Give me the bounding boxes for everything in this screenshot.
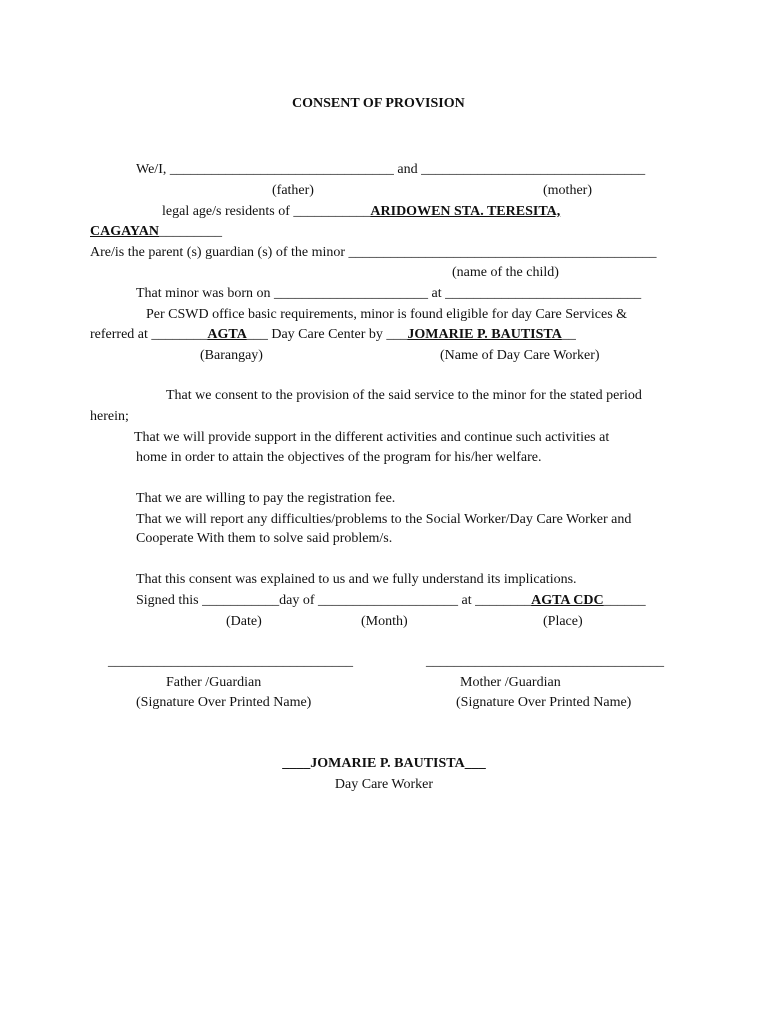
place-caption: (Place) (543, 614, 583, 629)
child-name-caption: (name of the child) (452, 265, 559, 280)
day-care-worker-role: Day Care Worker (334, 777, 434, 792)
referred-line (90, 326, 576, 344)
date-caption: (Date) (226, 614, 262, 629)
residence-place-trail: _________ (158, 224, 222, 239)
parents-names-line: We/I, ________________________________ and ________________________________ (136, 162, 646, 177)
residence-place: ARIDOWEN STA. TERESITA, (370, 204, 561, 219)
barangay-value: AGTA (207, 327, 247, 342)
referred-prefix: referred at ________ (90, 327, 208, 342)
cswd-line: Per CSWD office basic requirements, minor is found eligible for day Care Services & (146, 307, 628, 322)
born-line: That minor was born on ______________________ at ____________________________ (136, 286, 642, 301)
parent-of-minor-line: Are/is the parent (s) guardian (s) of the minor ____________________________________________ (90, 245, 657, 260)
month-caption: (Month) (361, 614, 408, 629)
mother-caption: (mother) (543, 183, 592, 198)
day-care-worker-name: ____JOMARIE P. BAUTISTA___ (282, 756, 486, 771)
support-paragraph-line-2: home in order to attain the objectives of the program for his/her welfare. (136, 450, 542, 465)
mother-guardian-label: Mother /Guardian (460, 675, 561, 690)
father-signature-line: ___________________________________ (108, 654, 353, 669)
fee-paragraph: That we are willing to pay the registration fee. (136, 491, 396, 506)
consent-paragraph-line-2: herein; (90, 409, 129, 424)
signed-prefix: Signed this ___________day of ____________________ at ________ (136, 593, 532, 608)
worker-caption: (Name of Day Care Worker) (440, 348, 600, 363)
father-caption: (father) (272, 183, 314, 198)
day-care-worker-value: JOMARIE P. BAUTISTA (407, 327, 562, 342)
father-signature-caption: (Signature Over Printed Name) (136, 695, 312, 710)
referred-trail: __ (561, 327, 576, 342)
support-paragraph-line-1: That we will provide support in the different activities and continue such activities at (134, 430, 610, 445)
referred-mid: ___ Day Care Center by ___ (246, 327, 408, 342)
explained-paragraph: That this consent was explained to us and we fully understand its implications. (136, 572, 577, 587)
document-title: CONSENT OF PROVISION (292, 96, 465, 111)
signed-place-value: AGTA CDC (531, 593, 604, 608)
mother-signature-caption: (Signature Over Printed Name) (456, 695, 632, 710)
father-guardian-label: Father /Guardian (166, 675, 262, 690)
report-paragraph-line-2: Cooperate With them to solve said problem/s. (136, 531, 393, 546)
report-paragraph-line-1: That we will report any difficulties/problems to the Social Worker/Day Care Worker and (136, 512, 632, 527)
residence-line-cont (90, 223, 222, 241)
barangay-caption: (Barangay) (200, 348, 263, 363)
residence-line (162, 203, 560, 221)
mother-signature-line: __________________________________ (426, 654, 664, 669)
residence-place-cont: CAGAYAN (90, 224, 159, 239)
residence-prefix: legal age/s residents of ___________ (162, 204, 371, 219)
signed-line (136, 592, 646, 610)
consent-paragraph-line-1: That we consent to the provision of the said service to the minor for the stated period (166, 388, 642, 403)
signed-trail: ______ (603, 593, 646, 608)
